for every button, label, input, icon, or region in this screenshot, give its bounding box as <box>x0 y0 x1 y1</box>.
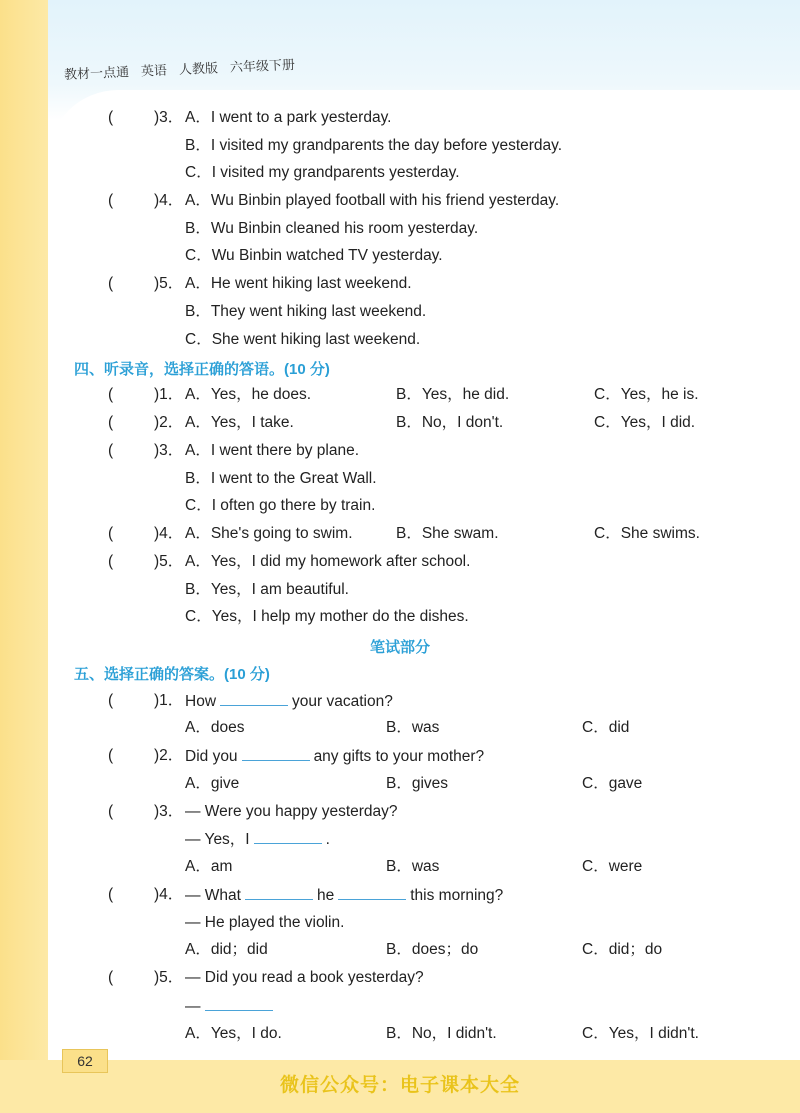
question-text <box>185 746 484 767</box>
option-c: C．did；do <box>582 941 663 958</box>
fill-blank[interactable] <box>220 691 288 706</box>
question-number: )1． <box>154 692 184 709</box>
question-number: )4． <box>154 886 184 903</box>
option-a: A．am <box>185 858 233 875</box>
fill-blank[interactable] <box>338 885 406 900</box>
question-number: )4． <box>154 525 184 542</box>
option-b: B．gives <box>386 775 449 792</box>
option-b: B．No，I didn't. <box>386 1025 497 1042</box>
dialogue-text-mid: he <box>316 887 335 904</box>
dialogue-line: — Did you read a book yesterday? <box>185 969 424 986</box>
question-number: )3． <box>154 803 184 820</box>
option-c: C．Yes，he is. <box>594 386 699 403</box>
question-number: )5． <box>154 553 184 570</box>
option-c: C．She swims. <box>594 525 700 542</box>
option-a: A．did；did <box>185 941 268 958</box>
option-c: C．I visited my grandparents yesterday. <box>185 164 460 181</box>
option-a: A．Yes，I take. <box>185 414 294 431</box>
option-a: A．Yes，he does. <box>185 386 312 403</box>
question-number: )1． <box>154 386 184 403</box>
option-a: A．He went hiking last weekend. <box>185 275 412 292</box>
answer-paren[interactable]: ( <box>108 442 114 459</box>
dialogue-line <box>185 829 330 850</box>
section4-title: 四、听录音，选择正确的答语。(10 分) <box>74 361 330 378</box>
question-text-pre: Did you <box>185 748 238 765</box>
fill-blank[interactable] <box>245 885 313 900</box>
dialogue-line: — He played the violin. <box>185 914 345 931</box>
option-b: B．was <box>386 719 440 736</box>
header-book: 教材一点通 <box>63 64 130 82</box>
answer-paren[interactable]: ( <box>108 525 114 542</box>
section5-title: 五、选择正确的答案。(10 分) <box>74 666 270 683</box>
option-b: B．No，I don't. <box>396 414 504 431</box>
option-c: C．Yes，I didn't. <box>582 1025 699 1042</box>
page-number: 62 <box>62 1049 108 1073</box>
option-b: B．Wu Binbin cleaned his room yesterday. <box>185 220 479 237</box>
answer-paren[interactable]: ( <box>108 692 114 709</box>
option-a: A．give <box>185 775 240 792</box>
fill-blank[interactable] <box>242 746 310 761</box>
option-a: A．She's going to swim. <box>185 525 353 542</box>
dialogue-line: — Were you happy yesterday? <box>185 803 398 820</box>
option-c: C．Yes，I did. <box>594 414 696 431</box>
question-number: )2． <box>154 747 184 764</box>
option-c: C．Wu Binbin watched TV yesterday. <box>185 247 443 264</box>
watermark: 微信公众号：电子课本大全 <box>279 1075 520 1096</box>
option-b: B．She swam. <box>396 525 499 542</box>
question-text-pre: How <box>185 693 217 710</box>
answer-paren[interactable]: ( <box>108 886 114 903</box>
option-a: A．Yes，I do. <box>185 1025 282 1042</box>
dialogue-text-pre: — What <box>185 887 241 904</box>
option-a: A．I went there by plane. <box>185 442 360 459</box>
question-text-post: your vacation? <box>292 693 393 710</box>
header-edition: 人教版 <box>178 60 219 77</box>
option-c: C．gave <box>582 775 643 792</box>
answer-paren[interactable]: ( <box>108 553 114 570</box>
question-text <box>185 691 393 712</box>
answer-paren[interactable]: ( <box>108 747 114 764</box>
fill-blank[interactable] <box>254 829 322 844</box>
question-number: )5． <box>154 275 184 292</box>
option-a: A．Yes，I did my homework after school. <box>185 553 471 570</box>
option-b: B．I visited my grandparents the day before yesterday. <box>185 137 563 154</box>
question-number: )3． <box>154 109 184 126</box>
option-b: B．Yes，I am beautiful. <box>185 581 349 598</box>
left-band <box>0 0 48 1113</box>
answer-paren[interactable]: ( <box>108 192 114 209</box>
option-c: C．Yes，I help my mother do the dishes. <box>185 608 469 625</box>
option-c: C．She went hiking last weekend. <box>185 331 421 348</box>
answer-paren[interactable]: ( <box>108 275 114 292</box>
option-c: C．I often go there by train. <box>185 497 376 514</box>
question-text-post: any gifts to your mother? <box>313 748 485 765</box>
fill-blank[interactable] <box>205 996 273 1011</box>
option-a: A．Wu Binbin played football with his friend yesterday. <box>185 192 560 209</box>
option-a: A．does <box>185 719 245 736</box>
question-number: )3． <box>154 442 184 459</box>
question-number: )5． <box>154 969 184 986</box>
answer-paren[interactable]: ( <box>108 969 114 986</box>
dialogue-text-post: this morning? <box>410 887 504 904</box>
dialogue-line <box>185 885 503 906</box>
dialogue-text-pre: — Yes，I <box>185 831 250 848</box>
dialogue-text-pre: — <box>185 998 201 1015</box>
option-b: B．They went hiking last weekend. <box>185 303 427 320</box>
option-b: B．does；do <box>386 941 479 958</box>
dialogue-text-post: . <box>325 831 330 848</box>
option-c: C．did <box>582 719 630 736</box>
question-number: )2． <box>154 414 184 431</box>
answer-paren[interactable]: ( <box>108 386 114 403</box>
header-grade: 六年级下册 <box>229 56 296 75</box>
dialogue-line <box>185 996 277 1017</box>
written-part-title: 笔试部分 <box>369 639 430 656</box>
question-number: )4． <box>154 192 184 209</box>
answer-paren[interactable]: ( <box>108 414 114 431</box>
answer-paren[interactable]: ( <box>108 109 114 126</box>
answer-paren[interactable]: ( <box>108 803 114 820</box>
option-c: C．were <box>582 858 643 875</box>
option-b: B．Yes，he did. <box>396 386 510 403</box>
option-a: A．I went to a park yesterday. <box>185 109 392 126</box>
header-subject: 英语 <box>140 62 168 79</box>
option-b: B．I went to the Great Wall. <box>185 470 377 487</box>
option-b: B．was <box>386 858 440 875</box>
